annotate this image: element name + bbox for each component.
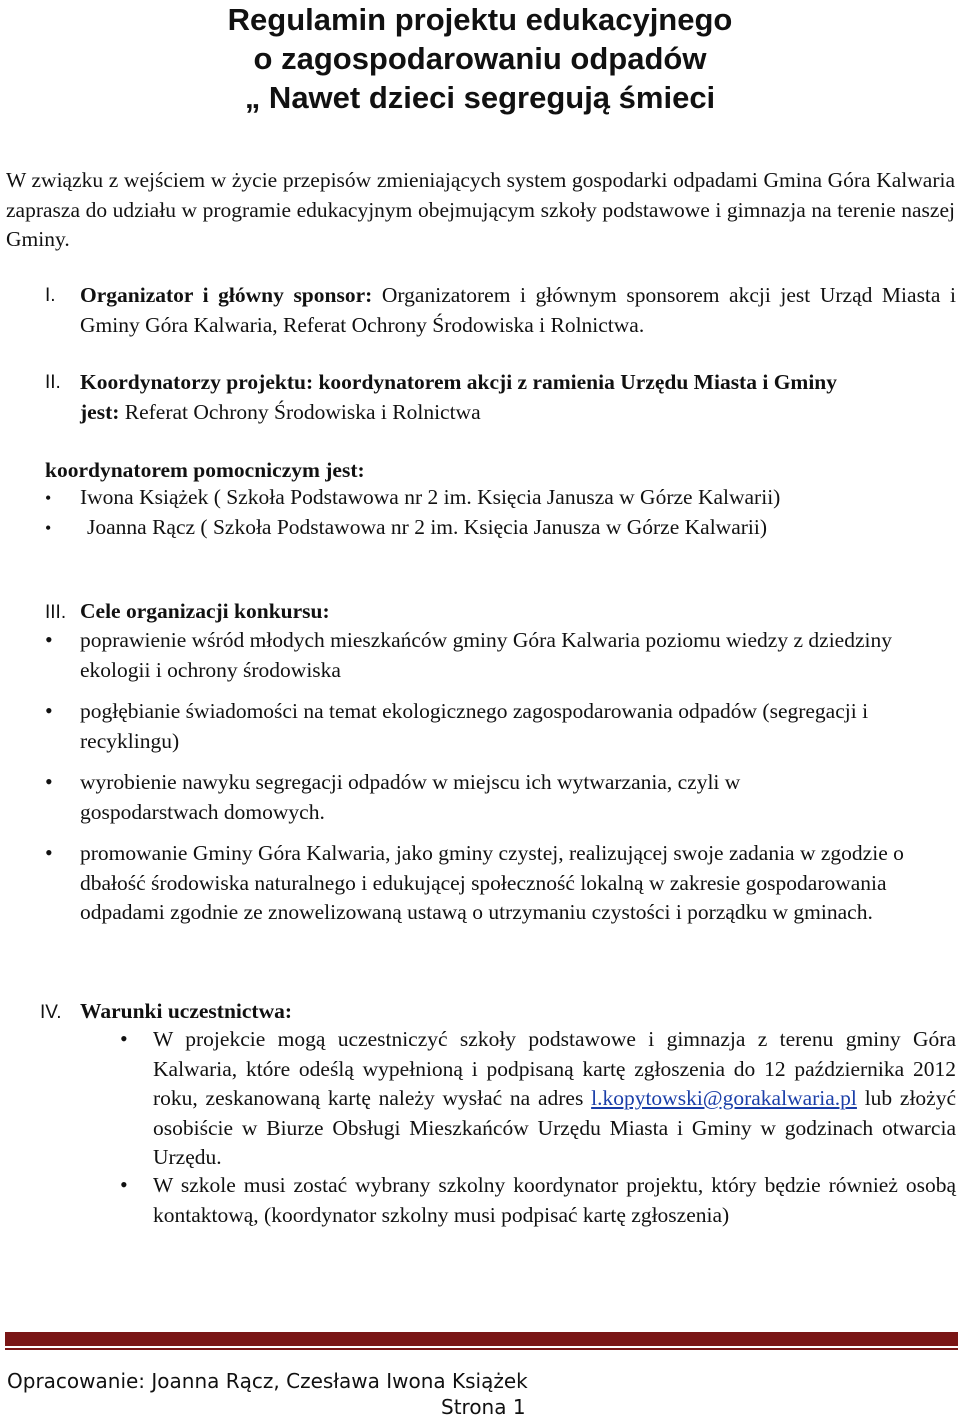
title-line-3: „ Nawet dzieci segregują śmieci (244, 80, 716, 115)
footer-rule (5, 1332, 958, 1346)
section-1-numeral: I. (45, 285, 56, 306)
footer-authors: Opracowanie: Joanna Rącz, Czesława Iwona Książek (7, 1369, 528, 1393)
assistant-item-1: Iwona Książek ( Szkoła Podstawowa nr 2 im. Księcia Janusza w Górze Kalwarii) (80, 485, 781, 509)
intro-paragraph: W związku z wejściem w życie przepisów zmieniających system gospodarki odpadami Gmina Góra Kalwaria zaprasza do udziału w programie edukacyjnym obejmującym szkoły podstawowe i gimnazja na terenie naszej Gminy. (6, 168, 955, 251)
section-4-numeral: IV. (40, 1002, 62, 1023)
section-2-numeral: II. (45, 372, 61, 393)
footer-rule-thin (5, 1348, 958, 1350)
section-2-body (80, 368, 880, 427)
section-2-heading: Koordynatorzy projektu: koordynatorem akcji z ramienia Urzędu Miasta i Gminy jest: (80, 370, 838, 424)
condition-item-2: W szkole musi zostać wybrany szkolny koordynator projektu, który będzie również osobą kontaktową, (koordynator szkolny musi podpisać kartę zgłoszenia) (153, 1173, 956, 1227)
bullet-icon: • (120, 1026, 128, 1051)
bullet-icon: • (45, 698, 53, 723)
title-line-2: o zagospodarowaniu odpadów (253, 41, 707, 76)
condition-1-text: W projekcie mogą uczestniczyć szkoły podstawowe i gimnazja z terenu gminy Góra Kalwaria, które odeślą wypełnioną i podpisaną kartę zgłoszenia do 12 października 2012 roku, zeskanowaną kartę należy wysłać na adres (153, 1027, 956, 1110)
bullet-icon: • (45, 488, 52, 508)
section-2-text: Referat Ochrony Środowiska i Rolnictwa (124, 399, 481, 424)
goal-item-1: poprawienie wśród młodych mieszkańców gminy Góra Kalwaria poziomu wiedzy z dziedziny ekologii i ochrony środowiska (80, 628, 892, 682)
section-1-heading: Organizator i główny sponsor: (80, 283, 373, 307)
condition-1-text-after: lub złożyć osobiście w Biurze Obsługi Mieszkańców Urzędu Miasta i Gminy w godzinach otwarcia Urzędu. (153, 1086, 957, 1169)
bullet-icon: • (120, 1172, 128, 1197)
bullet-icon: • (45, 769, 53, 794)
section-3-numeral: III. (45, 602, 67, 623)
bullet-icon: • (45, 518, 52, 538)
page-number: Strona 1 (441, 1395, 526, 1419)
document-title (0, 0, 960, 117)
bullet-icon: • (45, 627, 53, 652)
email-link[interactable]: l.kopytowski@gorakalwaria.pl (591, 1086, 857, 1110)
condition-item-1 (153, 1025, 956, 1173)
goal-item-3: wyrobienie nawyku segregacji odpadów w miejscu ich wytwarzania, czyli w gospodarstwach domowych. (80, 770, 741, 824)
goal-item-4: promowanie Gminy Góra Kalwaria, jako gminy czystej, realizującej swoje zadania w zgodzie o dbałość środowiska naturalnego i edukującej społeczność lokalną w zakresie gospodarowania odpadami zgodnie ze znowelizowaną ustawą o utrzymaniu czystości i porządku w gminach. (80, 841, 904, 924)
assistant-item-2: Joanna Rącz ( Szkoła Podstawowa nr 2 im. Księcia Janusza w Górze Kalwarii) (87, 515, 768, 539)
title-line-1: Regulamin projektu edukacyjnego (227, 2, 733, 37)
assistant-heading: koordynatorem pomocniczym jest: (45, 458, 365, 482)
section-4-heading: Warunki uczestnictwa: (80, 999, 293, 1023)
section-1-body (80, 281, 956, 340)
goal-item-2: pogłębianie świadomości na temat ekologicznego zagospodarowania odpadów (segregacji i recyklingu) (80, 699, 869, 753)
section-1-text: Organizatorem i głównym sponsorem akcji jest Urząd Miasta i Gminy Góra Kalwaria, Referat Ochrony Środowiska i Rolnictwa. (80, 283, 956, 337)
section-3-heading: Cele organizacji konkursu: (80, 599, 330, 623)
bullet-icon: • (45, 840, 53, 865)
